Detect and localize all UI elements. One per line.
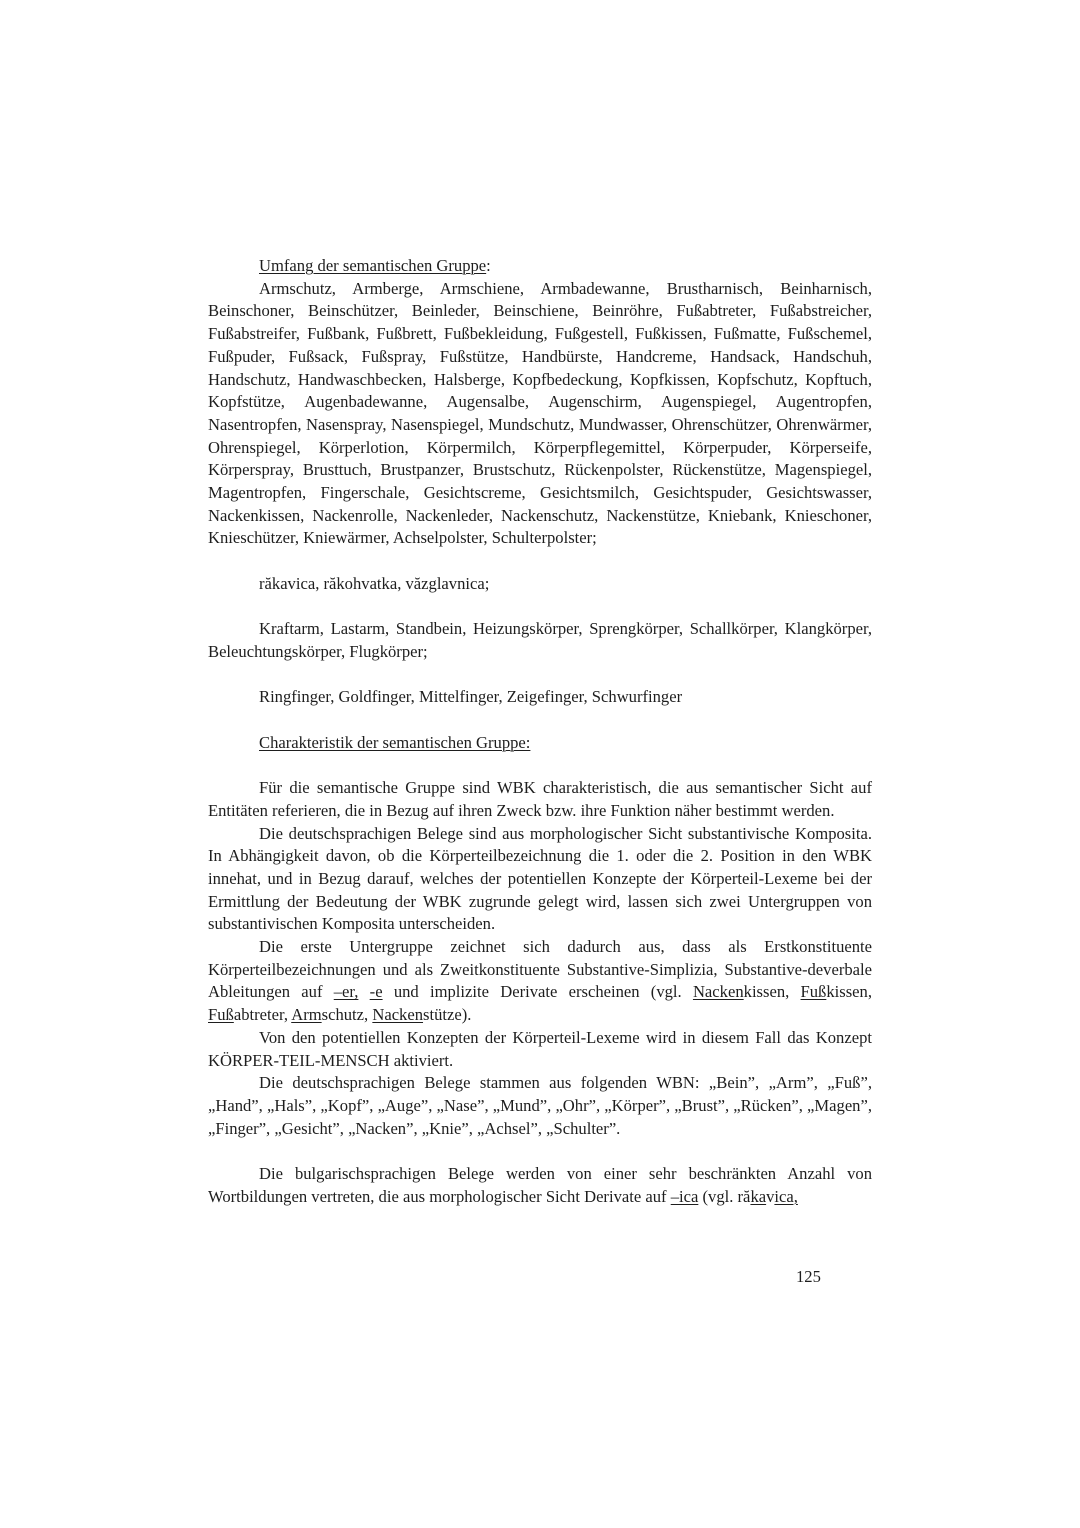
scope-word-list: Armschutz, Armberge, Armschiene, Armbadewanne, Brustharnisch, Beinharnisch, Beinschoner, Beinschützer, Beinleder, Beinschiene, Beinröhre, Fußabtreter, Fußabstreicher, Fußabstreifer, Fußbank, Fußbrett, Fußbekleidung, Fußgestell, Fußkissen, Fußmatte, Fußschemel, Fußpuder, Fußsack, Fußspray, Fußstütze, Handbürste, Handcreme, Handsack, Handschuh, Handschutz, Handwaschbecken, Halsberge, Kopfbedeckung, Kopfkissen, Kopfschutz, Kopftuch, Kopfstütze, Augenbadewanne, Augensalbe, Augenschirm, Augenspiegel, Augentropfen, Nasentropfen, Nasenspray, Nasenspiegel, Mundschutz, Mundwasser, Ohrenschützer, Ohrenwärmer, Ohrenspiegel, Körperlotion, Körpermilch, Körperpflegemittel, Körperpuder, Körperseife, Körperspray, Brusttuch, Brustpanzer, Brustschutz, Rückenpolster, Rückenstütze, Magenspiegel, Magentropfen, Fingerschale, Gesichtscreme, Gesichtsmilch, Gesichtspuder, Gesichtswasser, Nackenkissen, Nackenrolle, Nackenleder, Nackenschutz, Nackenstütze, Kniebank, Knieschoner, Knieschützer, Kniewärmer, Achselpolster, Schulterpolster; (208, 278, 872, 548)
page-number: 125 (796, 1267, 821, 1286)
paragraph-1: Für die semantische Gruppe sind WBK charakteristisch, die aus semantischer Sicht auf Entitäten referieren, die in Bezug auf ihren Zweck bzw. ihre Funktion näher bestimmt werden. (208, 778, 872, 820)
paragraph-2: Die deutschsprachigen Belege sind aus morphologischer Sicht substantivische Komposita. In Abhängigkeit davon, ob die Körperteilbezeichnung die 1. oder die 2. Position in den WBK innehat, und in Bezug darauf, welches der potentiellen Konzepte der Körperteil-Lexeme bei der Ermittlung der Bedeutung der WBK zugrunde gelegt wird, lassen sich zwei Untergruppen von substantivischen Komposita unterscheiden. (208, 823, 872, 934)
document-page (208, 255, 872, 1208)
paragraph-6: Die bulgarischsprachigen Belege werden von einer sehr beschränkten Anzahl von Wortbildungen vertreten, die aus morphologischer Sicht Derivate auf –ica (vgl. răkavica, (208, 1164, 872, 1206)
paragraph-3: Die erste Untergruppe zeichnet sich dadurch aus, dass als Erstkonstituente Körperteilbezeichnungen und als Zweitkonstituente Substantive-Simplizia, Substantive-deverbale Ableitungen auf –er, -e und implizite Derivate erscheinen (vgl. Nackenkissen, Fußkissen, Fußabtreter, Armschutz, Nackenstütze). (208, 937, 872, 1025)
bulgarian-word-list: răkavica, răkohvatka, văzglavnica; (259, 573, 490, 593)
paragraph-5: Die deutschsprachigen Belege stammen aus folgenden WBN: „Bein”, „Arm”, „Fuß”, „Hand”, „Hals”, „Kopf”, „Auge”, „Nase”, „Mund”, „Ohr”, „Körper”, „Brust”, „Rücken”, „Magen”, „Finger”, „Gesicht”, „Nacken”, „Knie”, „Achsel”, „Schulter”. (208, 1073, 872, 1138)
paragraph-4: Von den potentiellen Konzepten der Körperteil-Lexeme wird in diesem Fall das Konzept KÖRPER-TEIL-MENSCH aktiviert. (208, 1027, 872, 1070)
characteristic-heading: Charakteristik der semantischen Gruppe: (259, 732, 531, 752)
finger-word-list: Ringfinger, Goldfinger, Mittelfinger, Zeigefinger, Schwurfinger (259, 687, 683, 707)
metaphor-word-list: Kraftarm, Lastarm, Standbein, Heizungskörper, Sprengkörper, Schallkörper, Klangkörper, Beleuchtungskörper, Flugkörper; (208, 619, 872, 661)
scope-heading-text: Umfang der semantischen Gruppe (259, 256, 487, 275)
scope-heading: Umfang der semantischen Gruppe: (259, 256, 491, 275)
